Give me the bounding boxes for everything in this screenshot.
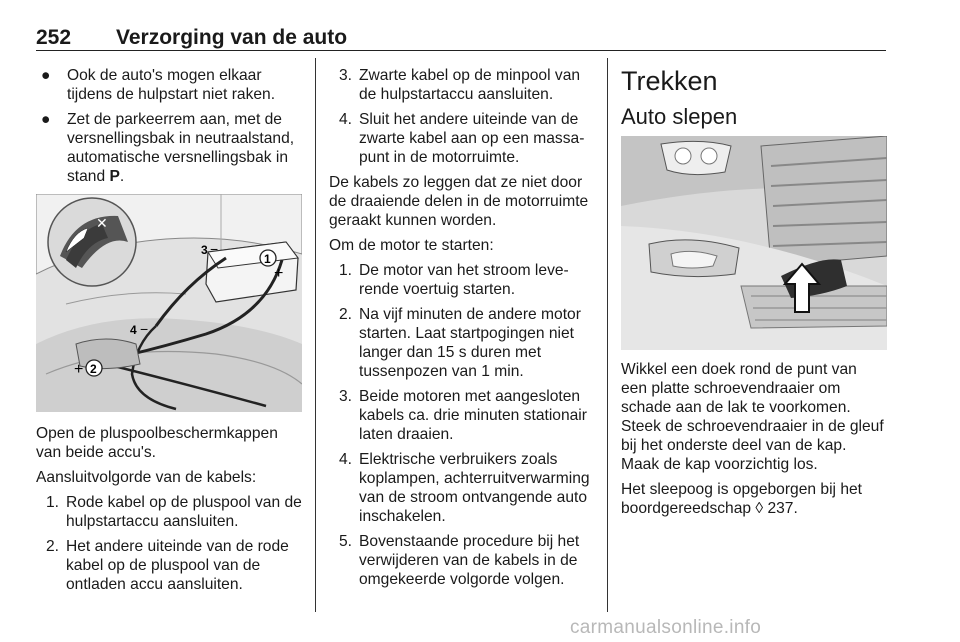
callout-label: 1 [264, 252, 271, 266]
plus-sign: + [274, 265, 284, 282]
step-list [339, 261, 593, 589]
list-item: 4. Sluit het andere uiteinde van de zwarte kabel aan op een massapunt in de motorruimte. [339, 111, 585, 166]
callout-label: 3 [201, 243, 208, 257]
gear-position-p: P [109, 168, 120, 185]
page-reference[interactable]: 237. [767, 500, 798, 517]
callout-3 [201, 241, 218, 257]
list-item: 1. De motor van het stroom leverende voertuig starten. [339, 262, 569, 298]
headlight-icon [661, 141, 731, 174]
bullet-icon: ● [41, 111, 51, 128]
bullet-icon: ● [41, 67, 51, 84]
page-number: 252 [36, 26, 72, 49]
list-item: 5. Bovenstaande procedure bij het verwijderen van de kabels in de omgekeerde volgorde volgen. [339, 533, 580, 588]
callout-4 [130, 321, 148, 337]
paragraph: Open de pluspoolbeschermkappen van beide accu's. [36, 425, 278, 461]
paragraph: Om de motor te starten: [329, 237, 494, 254]
list-item [36, 66, 302, 104]
bullet-text: Zet de parkeerrem aan, met de versnellingsbak in neutraalstand, automatische versnellingsbak in stand [67, 111, 295, 185]
paragraph: De kabels zo leggen dat ze niet door de draaiende delen in de motorruimte geraakt kunnen worden. [329, 174, 589, 229]
bullet-list [36, 66, 302, 186]
fog-light-icon [649, 240, 739, 277]
list-item: ● Zet de parkeerrem aan, met de versnellingsbak in neutraalstand, automatische versnellingsbak in stand P. [41, 111, 295, 185]
list-item: 3. Beide motoren met aangesloten kabels ca. drie minuten stationair laten draaien. [339, 388, 587, 443]
page-title: Verzorging van de auto [116, 26, 348, 49]
page-reference-icon: ◊ [755, 500, 764, 517]
step-list [46, 493, 302, 594]
column-1 [36, 66, 302, 600]
list-item: 1. Rode kabel op de pluspool van de hulpstartaccu aansluiten. [46, 494, 302, 530]
column-divider [607, 58, 608, 612]
jump-start-illustration [36, 194, 302, 412]
list-item: 4. Elektrische verbruikers zoals koplampen, achterruitverwarming van de stroom ontvangende auto inschakelen. [339, 451, 590, 525]
subsection-heading: Auto slepen [621, 104, 738, 129]
list-item: 3. Zwarte kabel op de minpool van de hulpstartaccu aansluiten. [339, 67, 581, 103]
tow-eye-cover-illustration [621, 136, 887, 350]
plus-sign: + [74, 361, 84, 378]
column-3 [621, 66, 887, 524]
page-header [36, 20, 886, 51]
paragraph: Het sleepoog is opgeborgen bij het boordgereedschap ◊ 237. [621, 481, 863, 517]
minus-sign: − [210, 241, 219, 257]
grille-icon [761, 136, 887, 266]
car-front-illustration [621, 136, 887, 350]
callout-label: 2 [90, 362, 97, 376]
minus-sign: − [140, 321, 149, 337]
inset-cap-icon [48, 198, 136, 286]
step-list [339, 66, 593, 167]
callout-label: 4 [130, 323, 137, 337]
bullet-text: Ook de auto's mogen elkaar tijdens de hulpstart niet raken. [67, 67, 276, 103]
engine-bay-illustration [36, 194, 302, 412]
svg-text:✕: ✕ [96, 216, 108, 232]
column-divider [315, 58, 316, 612]
watermark: carmanualsonline.info [570, 617, 762, 638]
paragraph: Wikkel een doek rond de punt van een platte schroevendraaier om schade aan de lak te voorkomen. Steek de schroevendraaier in de gleuf bij het onderste deel van de kap. Maak de kap voorzichtig los. [621, 361, 884, 473]
list-item: 2. Na vijf minuten de andere motor starten. Laat startpogingen niet langer dan 15 s duren met tussenpozen van 1 min. [339, 306, 581, 380]
list-item: 2. Het andere uiteinde van de rode kabel op de pluspool van de ontladen accu aansluiten. [46, 538, 289, 593]
section-heading: Trekken [621, 66, 718, 96]
paragraph: Aansluitvolgorde van de kabels: [36, 469, 257, 486]
column-2 [329, 66, 593, 595]
